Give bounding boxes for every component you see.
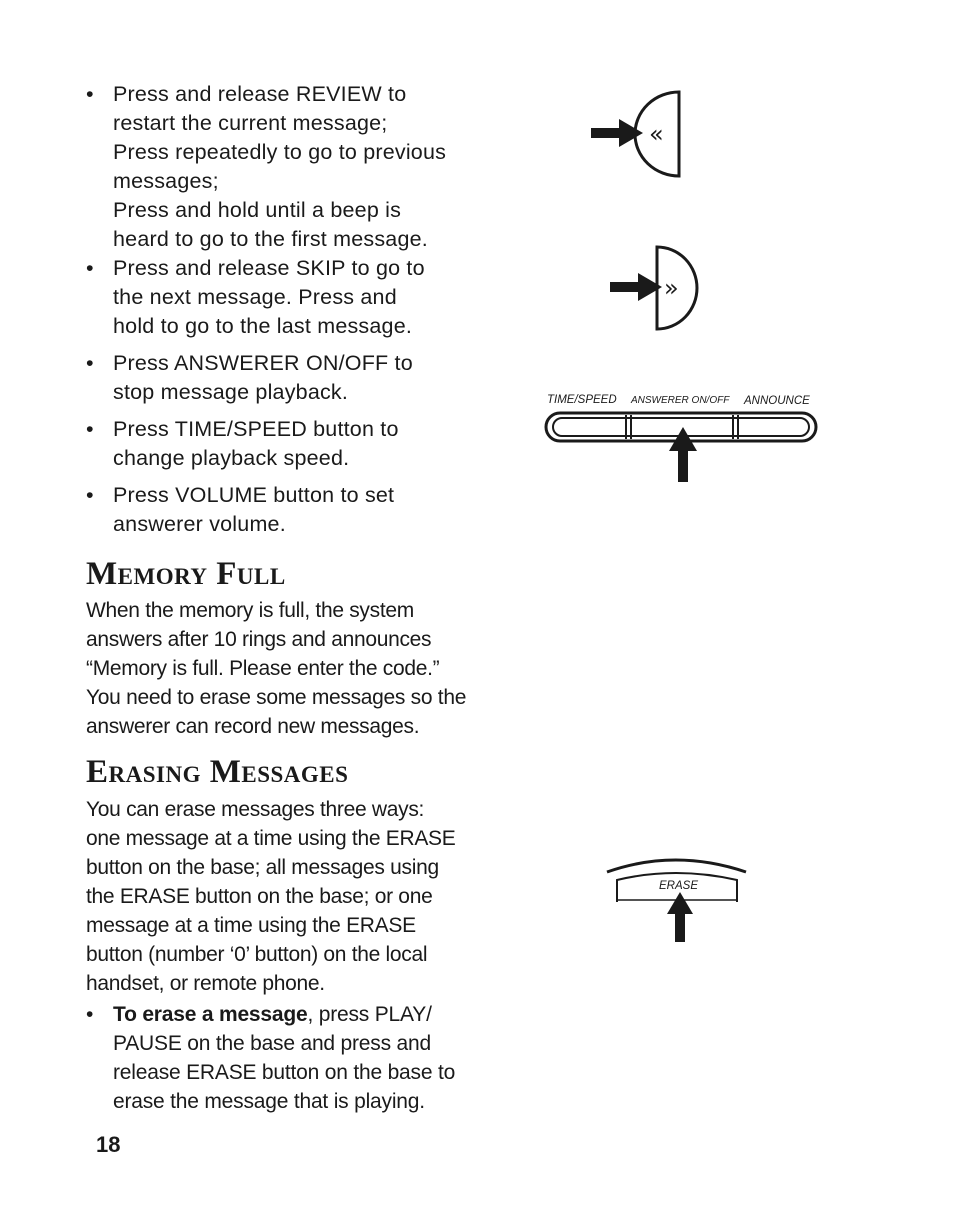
paragraph-line: answers after 10 rings and announces	[86, 628, 432, 651]
bullet-answerer-onoff	[86, 349, 506, 407]
bullet-line: release ERASE button on the base to	[113, 1061, 456, 1084]
heading-erasing-messages: Erasing Messages	[86, 754, 349, 790]
bullet-line: answerer volume.	[113, 512, 286, 536]
heading-memory-full: Memory Full	[86, 556, 286, 592]
bullet-line	[113, 1000, 506, 1029]
erasing-paragraph	[86, 795, 506, 998]
bullet-line: hold to go to the last message.	[113, 314, 413, 338]
bullet-dot: •	[86, 483, 94, 507]
label-erase: ERASE	[659, 880, 698, 892]
arrow-shaft	[675, 912, 685, 942]
bullet-line: Press repeatedly to go to previous	[113, 140, 447, 164]
paragraph-line: handset, or remote phone.	[86, 972, 325, 995]
bullet-line: PAUSE on the base and press and	[113, 1032, 431, 1055]
rewind-icon: «	[649, 120, 664, 148]
paragraph-line: When the memory is full, the system	[86, 599, 414, 622]
paragraph-line: one message at a time using the ERASE	[86, 827, 456, 850]
bullet-skip	[86, 254, 506, 341]
bullet-dot: •	[86, 82, 94, 106]
label-announce: ANNOUNCE	[744, 395, 810, 407]
paragraph-line: message at a time using the ERASE	[86, 914, 416, 937]
bullet-line: Press and release SKIP to go to	[113, 256, 425, 280]
lead-rest: , press PLAY/	[307, 1003, 432, 1026]
bold-lead: To erase a message	[113, 1003, 308, 1026]
memory-full-paragraph	[86, 596, 506, 741]
bullet-line: erase the message that is playing.	[113, 1090, 425, 1113]
paragraph-line: You need to erase some messages so the	[86, 686, 467, 709]
skip-button-figure	[605, 244, 705, 334]
arrow-shaft	[591, 128, 621, 138]
page-number: 18	[96, 1132, 121, 1157]
bullet-line: change playback speed.	[113, 446, 350, 470]
bullet-time-speed	[86, 415, 506, 473]
bullet-line: restart the current message;	[113, 111, 388, 135]
label-time-speed: TIME/SPEED	[547, 394, 617, 406]
label-answerer-onoff: ANSWERER ON/OFF	[631, 395, 730, 406]
bullet-dot: •	[86, 417, 94, 441]
paragraph-line: button on the base; all messages using	[86, 856, 439, 879]
paragraph-line: the ERASE button on the base; or one	[86, 885, 433, 908]
bullet-line: Press TIME/SPEED button to	[113, 417, 399, 441]
paragraph-line: “Memory is full. Please enter the code.”	[86, 657, 440, 680]
bullet-erase-message	[86, 1000, 506, 1116]
bullet-dot: •	[86, 256, 94, 280]
paragraph-line: You can erase messages three ways:	[86, 798, 425, 821]
bullet-review	[86, 80, 506, 254]
bullet-line: Press and hold until a beep is	[113, 198, 402, 222]
bullet-line: heard to go to the first message.	[113, 227, 428, 251]
paragraph-line: button (number ‘0’ button) on the local	[86, 943, 428, 966]
bullet-dot: •	[86, 351, 94, 375]
paragraph-line: answerer can record new messages.	[86, 715, 420, 738]
arrow-shaft	[678, 449, 688, 482]
bullet-line: messages;	[113, 169, 219, 193]
review-button-figure	[585, 88, 695, 180]
fast-forward-icon: »	[664, 274, 679, 302]
bullet-line: Press VOLUME button to set	[113, 483, 395, 507]
erase-button-figure	[603, 852, 753, 947]
button-bar-figure	[540, 385, 825, 485]
bullet-dot: •	[86, 1003, 94, 1026]
bullet-volume	[86, 481, 506, 539]
arrow-shaft	[610, 282, 640, 292]
bullet-line: Press and release REVIEW to	[113, 82, 407, 106]
playback-instructions	[86, 80, 506, 547]
erase-instructions	[86, 1000, 506, 1124]
bullet-line: stop message playback.	[113, 380, 349, 404]
erase-arc	[607, 860, 746, 872]
bullet-line: Press ANSWERER ON/OFF to	[113, 351, 413, 375]
bullet-line: the next message. Press and	[113, 285, 397, 309]
